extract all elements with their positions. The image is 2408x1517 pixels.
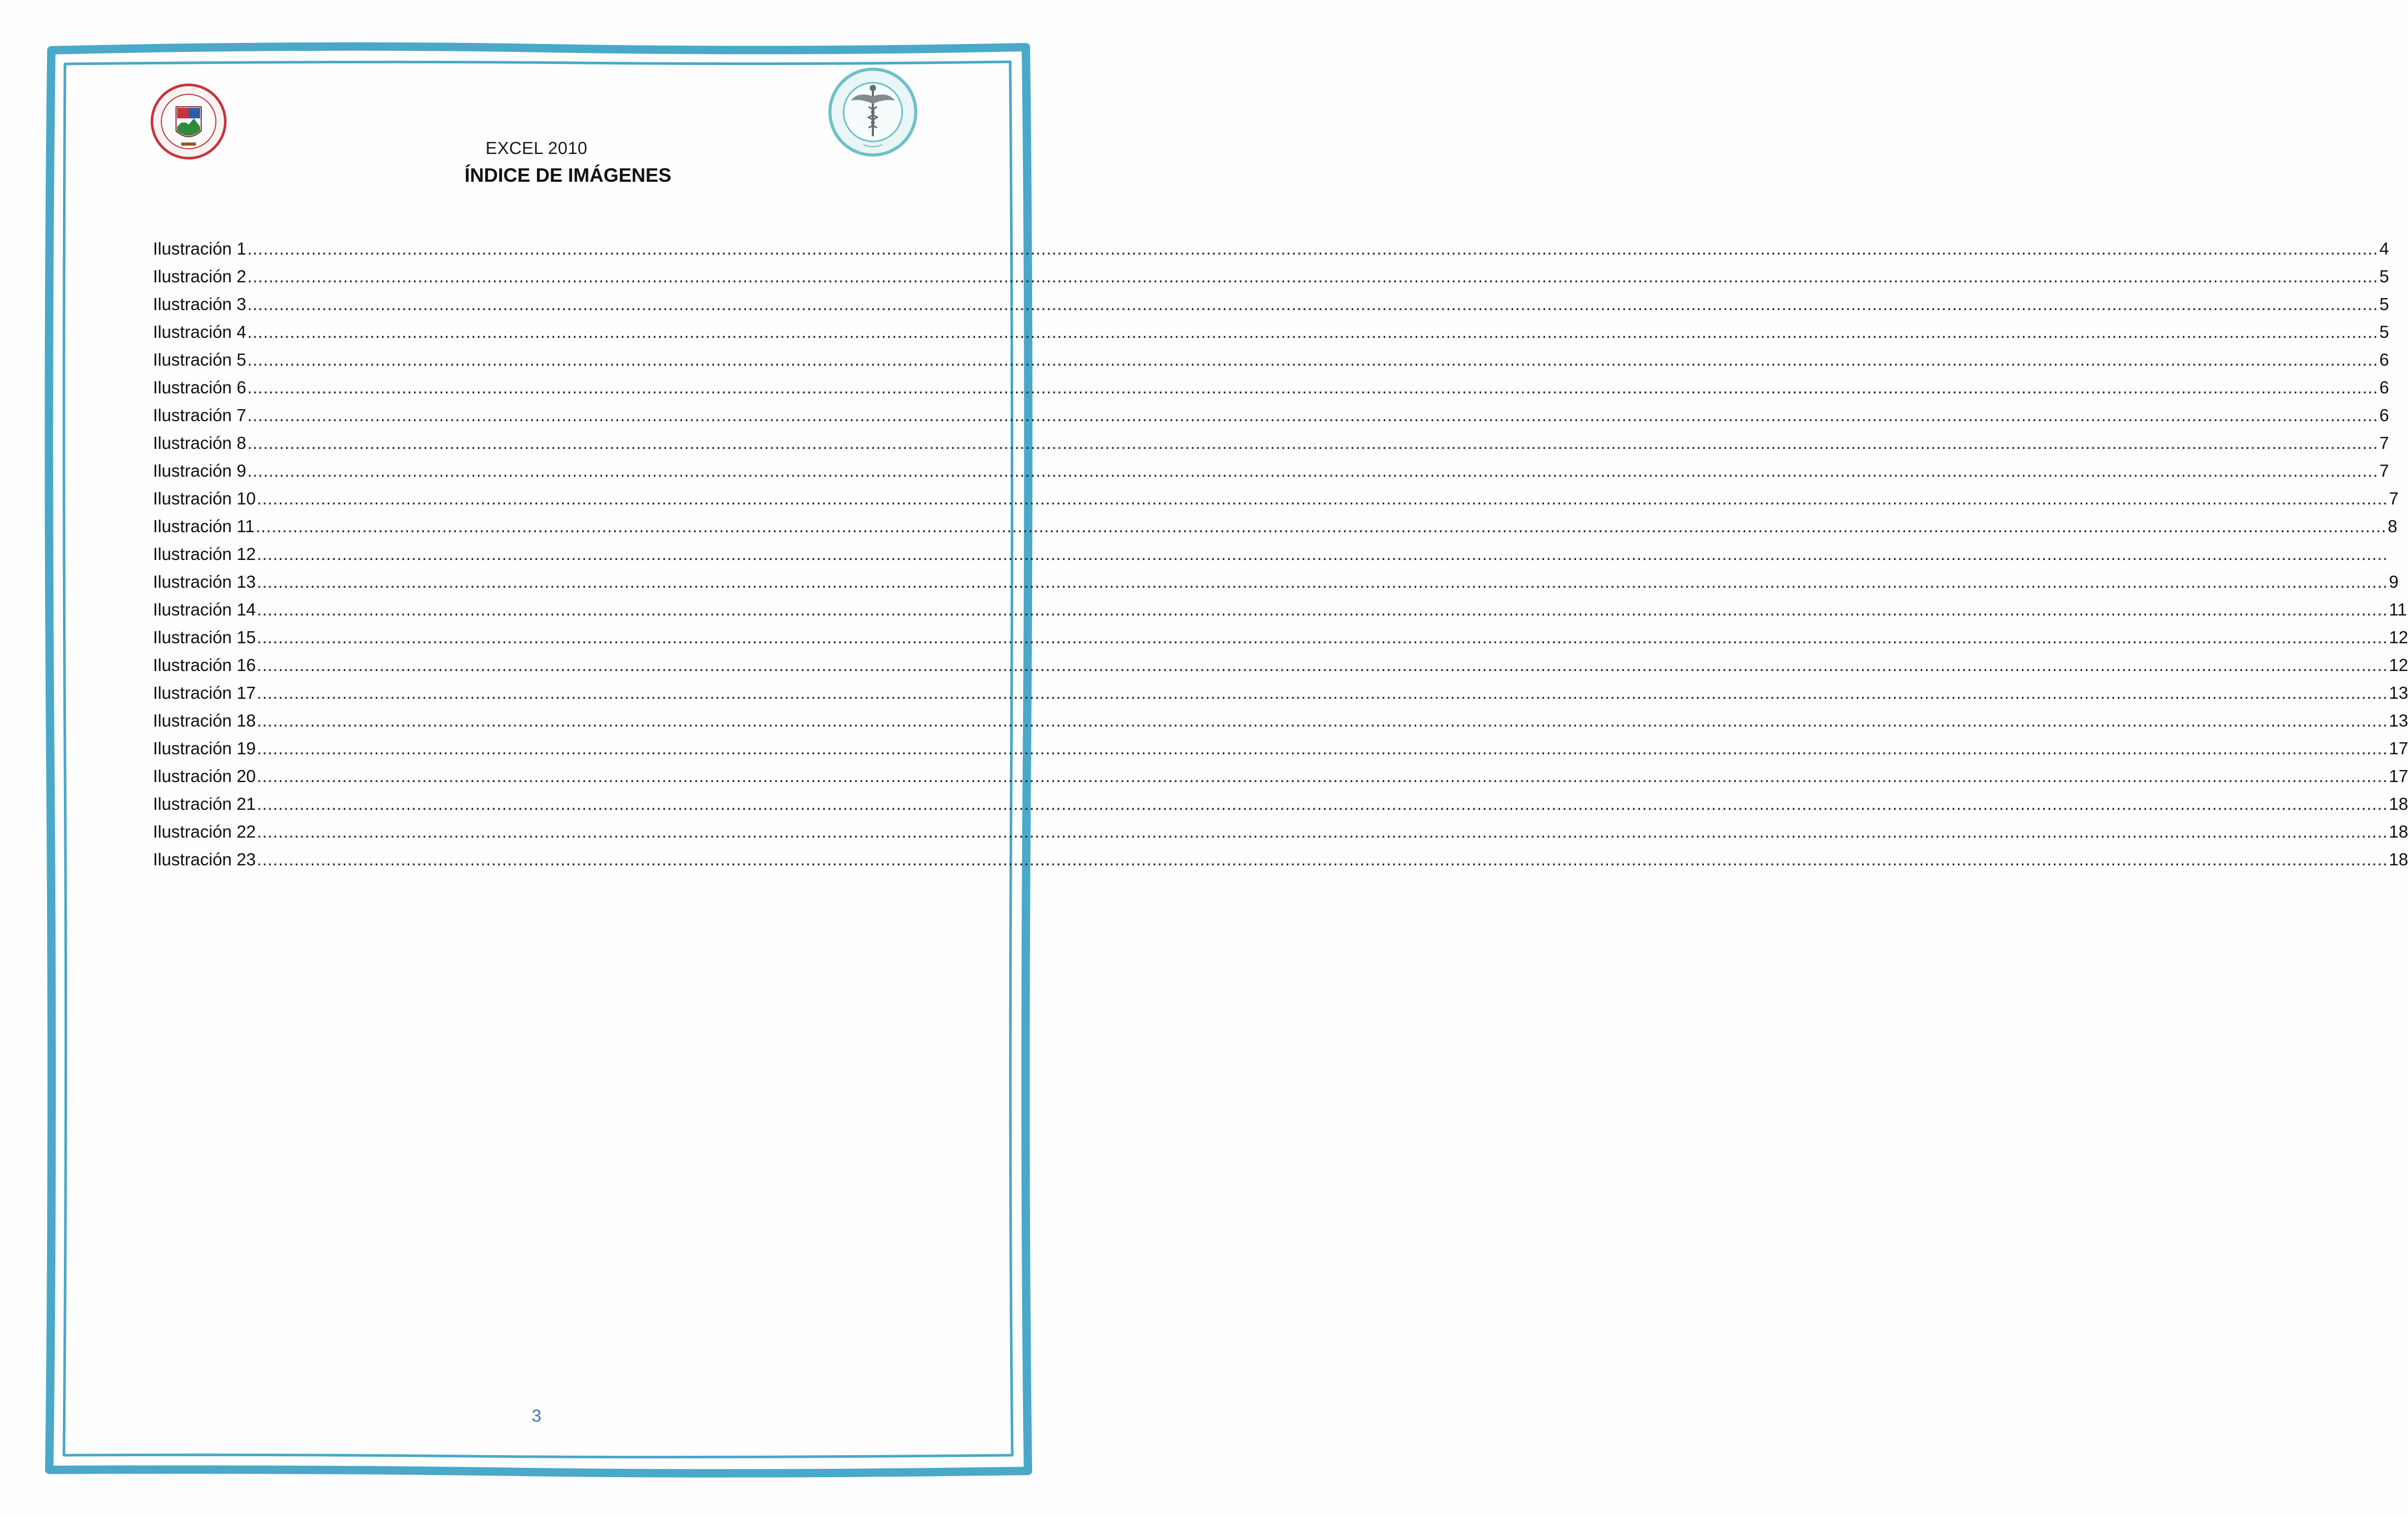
toc-entry-page: 12 [2389,655,2408,675]
dot-leader: ................................................................................................................................................................................................................................................................................................................................................................................................................ [257,683,2388,702]
toc-entry-label: Ilustración 8 [153,433,246,453]
toc-entry[interactable] [153,734,2408,762]
dot-leader: ................................................................................................................................................................................................................................................................................................................................................................................................................ [257,766,2388,786]
toc-entry[interactable] [153,762,2408,790]
toc-entry-page: 6 [2379,350,2389,369]
dot-leader: ................................................................................................................................................................................................................................................................................................................................................................................................................ [257,739,2388,758]
dot-leader: ................................................................................................................................................................................................................................................................................................................................................................................................................ [257,794,2388,814]
toc-entry-page: 11 [2389,600,2407,619]
toc-entry-label: Ilustración 22 [153,822,256,841]
dot-leader: ................................................................................................................................................................................................................................................................................................................................................................................................................ [257,600,2388,619]
toc-entry[interactable] [153,457,2389,485]
toc-entry[interactable] [153,290,2389,318]
toc-entry-page: 9 [2389,572,2399,591]
toc-entry[interactable] [153,429,2389,457]
toc-entry-label: Ilustración 13 [153,572,256,591]
toc-entry-page: 17 [2389,766,2408,786]
toc-entry-page: 7 [2379,433,2389,453]
index-title: ÍNDICE DE IMÁGENES [464,164,672,186]
toc-entry-page: 5 [2379,294,2389,314]
toc-entry-page: 6 [2379,405,2389,425]
toc-entry-label: Ilustración 12 [153,544,256,564]
toc-entry-label: Ilustración 4 [153,322,246,342]
dot-leader: ................................................................................................................................................................................................................................................................................................................................................................................................................ [257,572,2388,591]
dot-leader: ................................................................................................................................................................................................................................................................................................................................................................................................................ [247,350,2379,369]
dot-leader: ................................................................................................................................................................................................................................................................................................................................................................................................................ [257,711,2388,730]
toc-entry-label: Ilustración 21 [153,794,256,814]
dot-leader: ................................................................................................................................................................................................................................................................................................................................................................................................................ [247,461,2379,480]
toc-entry[interactable] [153,623,2408,651]
toc-entry[interactable] [153,568,2399,596]
document-subject: EXCEL 2010 [485,138,588,158]
toc-entry-label: Ilustración 6 [153,378,246,397]
dot-leader: ................................................................................................................................................................................................................................................................................................................................................................................................................ [257,822,2388,841]
toc-entry-label: Ilustración 17 [153,683,256,702]
toc-entry-page: 7 [2379,461,2389,480]
dot-leader: ................................................................................................................................................................................................................................................................................................................................................................................................................ [247,378,2379,397]
toc-entry-label: Ilustración 20 [153,766,256,786]
toc-entry-page: 5 [2379,267,2389,286]
toc-entry-label: Ilustración 1 [153,239,246,258]
toc-entry-label: Ilustración 23 [153,850,256,869]
toc-entry[interactable] [153,540,2388,568]
toc-entry-label: Ilustración 16 [153,655,256,675]
toc-entry-label: Ilustración 2 [153,267,246,286]
toc-entry-page: 13 [2389,711,2408,730]
toc-entry-label: Ilustración 7 [153,405,246,425]
toc-entry-page: 12 [2389,628,2408,647]
toc-entry[interactable] [153,818,2408,845]
toc-entry-label: Ilustración 19 [153,739,256,758]
toc-entry[interactable] [153,346,2389,373]
toc-entry-page: 8 [2388,516,2398,536]
toc-entry-page: 13 [2389,683,2408,702]
dot-leader: ................................................................................................................................................................................................................................................................................................................................................................................................................ [257,489,2388,508]
toc-entry[interactable] [153,318,2389,346]
dot-leader: ................................................................................................................................................................................................................................................................................................................................................................................................................ [247,267,2379,286]
toc-entry[interactable] [153,790,2408,818]
dot-leader: ................................................................................................................................................................................................................................................................................................................................................................................................................ [247,239,2379,258]
dot-leader: ................................................................................................................................................................................................................................................................................................................................................................................................................ [247,405,2379,425]
toc-entry[interactable] [153,651,2408,679]
toc-entry-label: Ilustración 9 [153,461,246,480]
toc-entry[interactable] [153,512,2398,540]
toc-entry-label: Ilustración 15 [153,628,256,647]
toc-entry-label: Ilustración 11 [153,516,255,536]
toc-entry-page: 5 [2379,322,2389,342]
toc-entry-page: 4 [2379,239,2389,258]
toc-entry[interactable] [153,235,2389,262]
dot-leader: ................................................................................................................................................................................................................................................................................................................................................................................................................ [257,544,2388,564]
toc-entry-label: Ilustración 14 [153,600,256,619]
toc-entry-page: 18 [2389,822,2408,841]
toc-entry[interactable] [153,596,2407,623]
toc-entry-page: 7 [2389,489,2399,508]
dot-leader: ................................................................................................................................................................................................................................................................................................................................................................................................................ [257,628,2388,647]
page-number: 3 [531,1406,542,1425]
dot-leader: ................................................................................................................................................................................................................................................................................................................................................................................................................ [257,850,2388,869]
dot-leader: ................................................................................................................................................................................................................................................................................................................................................................................................................ [247,433,2379,453]
dot-leader: ................................................................................................................................................................................................................................................................................................................................................................................................................ [257,655,2388,675]
toc-entry[interactable] [153,373,2389,401]
dot-leader: ................................................................................................................................................................................................................................................................................................................................................................................................................ [255,516,2387,536]
toc-entry[interactable] [153,401,2389,429]
figure-index-list [153,235,2408,873]
toc-entry[interactable] [153,845,2408,873]
toc-entry-page: 18 [2389,794,2408,814]
dot-leader: ................................................................................................................................................................................................................................................................................................................................................................................................................ [247,294,2379,314]
toc-entry-label: Ilustración 10 [153,489,256,508]
toc-entry-page: 6 [2379,378,2389,397]
toc-entry[interactable] [153,707,2408,734]
dot-leader: ................................................................................................................................................................................................................................................................................................................................................................................................................ [247,322,2379,342]
toc-entry-label: Ilustración 3 [153,294,246,314]
toc-entry-label: Ilustración 18 [153,711,256,730]
toc-entry[interactable] [153,679,2408,707]
toc-entry-page: 17 [2389,739,2408,758]
toc-entry[interactable] [153,262,2389,290]
toc-entry-page: 18 [2389,850,2408,869]
toc-entry[interactable] [153,485,2399,512]
toc-entry-label: Ilustración 5 [153,350,246,369]
